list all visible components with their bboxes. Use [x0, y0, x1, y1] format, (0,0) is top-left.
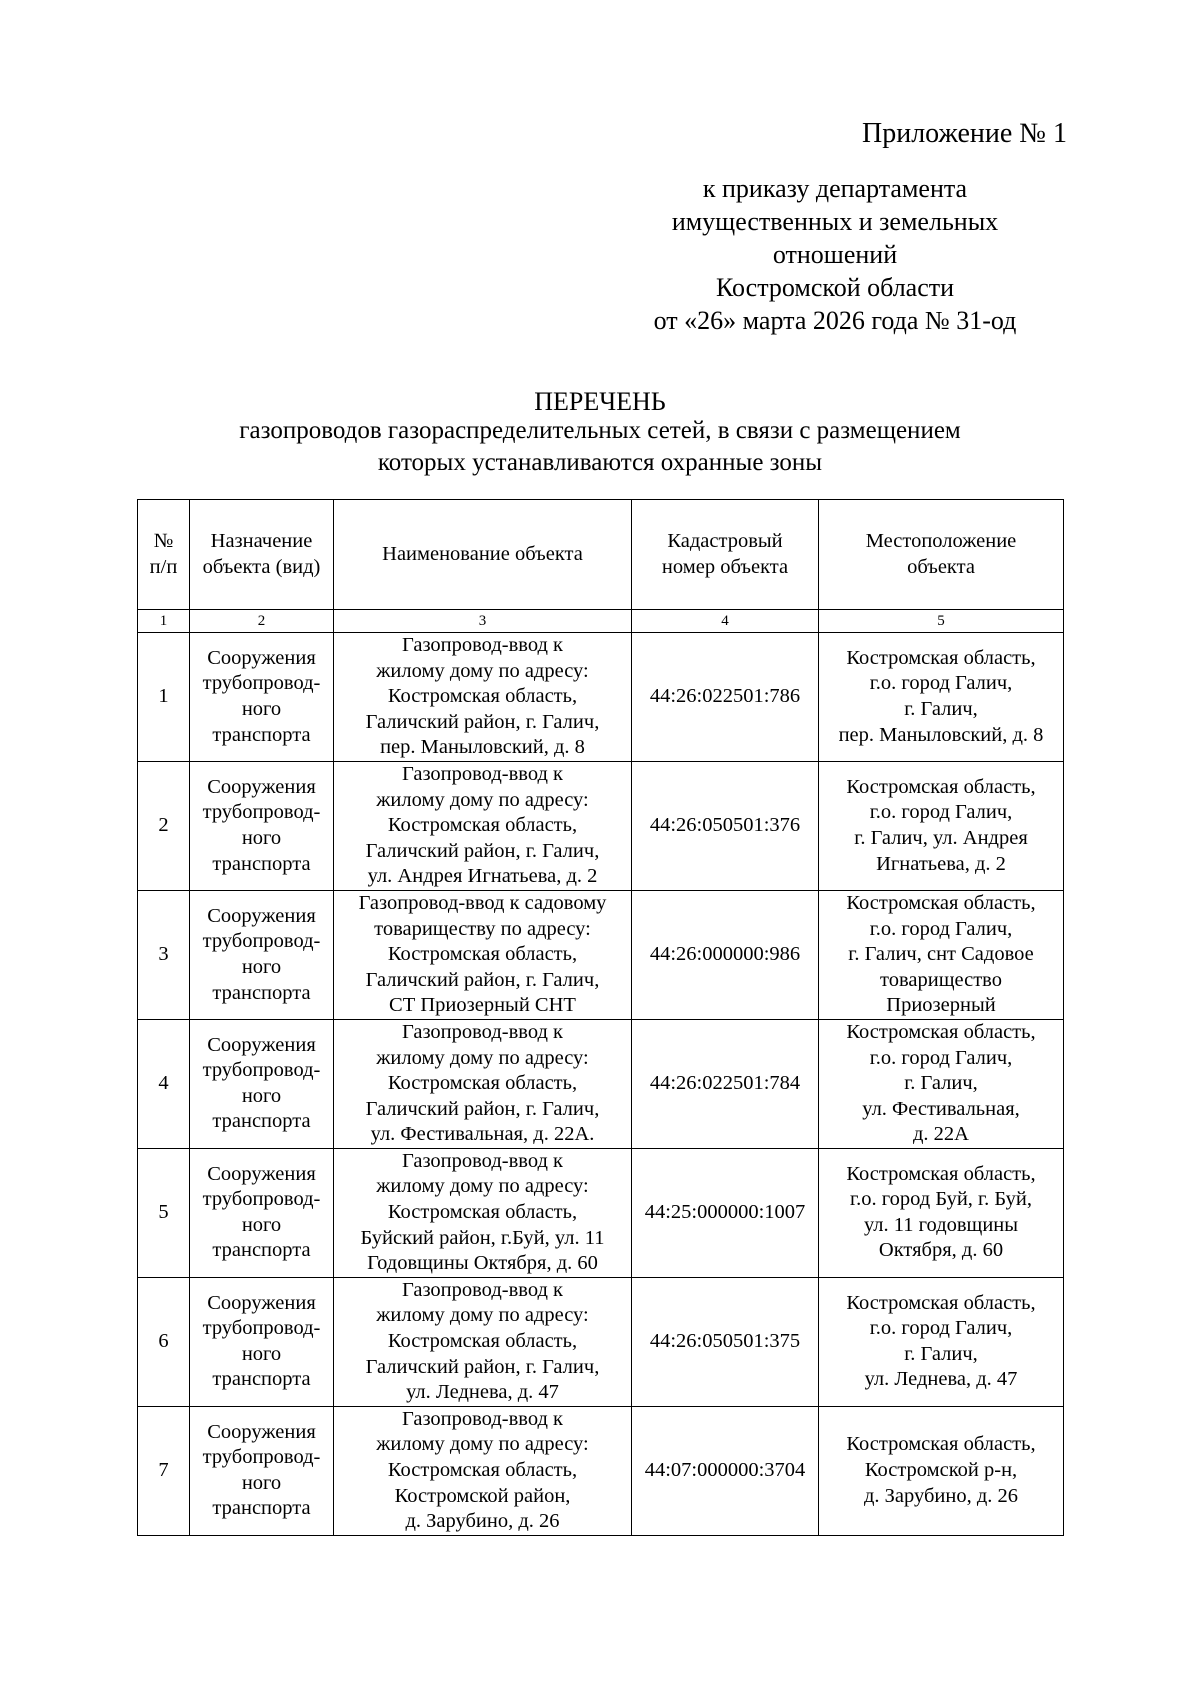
- object-name-cell-line: Газопровод-ввод к: [402, 1407, 563, 1430]
- purpose-cell-line: Сооружения: [207, 775, 316, 798]
- object-name-cell-line: Костромская область,: [387, 685, 578, 708]
- location-cell-line: товарищество: [880, 968, 1002, 991]
- table-row: [138, 1406, 1064, 1535]
- location-cell-line: г. Галич,: [904, 697, 978, 720]
- location-cell-line: Приозерный: [886, 994, 996, 1017]
- appendix-title: Приложение № 1: [862, 118, 1067, 149]
- order-reference-line: отношений: [772, 240, 898, 269]
- object-name-cell-line: СТ Приозерный СНТ: [389, 994, 576, 1017]
- location-cell-line: г. Галич, ул. Андрея: [854, 826, 1028, 849]
- location-cell: [819, 1277, 1064, 1406]
- table-row: [138, 1148, 1064, 1277]
- purpose-cell-line: транспорта: [212, 1110, 311, 1133]
- purpose-cell-line: Сооружения: [207, 1420, 316, 1443]
- purpose-cell-line: трубопровод-: [202, 1446, 321, 1469]
- column-number: 3: [334, 610, 632, 633]
- location-cell-line: Костромская область,: [846, 1433, 1036, 1456]
- object-name-cell-line: жилому дому по адресу:: [376, 1433, 589, 1456]
- location-cell-line: г.о. город Галич,: [869, 917, 1013, 940]
- location-cell-line: Игнатьева, д. 2: [876, 852, 1006, 875]
- object-name-cell-line: товариществу по адресу:: [374, 917, 591, 940]
- purpose-cell-line: ного: [241, 1213, 282, 1236]
- purpose-cell-line: Сооружения: [207, 1162, 316, 1185]
- purpose-cell-line: трубопровод-: [202, 1317, 321, 1340]
- object-name-cell-line: Газопровод-ввод к: [402, 1278, 563, 1301]
- location-cell-line: г.о. город Галич,: [869, 672, 1013, 695]
- purpose-cell-line: ного: [241, 697, 282, 720]
- object-name-cell-line: ул. Фестивальная, д. 22А.: [370, 1123, 595, 1146]
- location-cell-line: г.о. город Галич,: [869, 1317, 1013, 1340]
- list-heading: ПЕРЕЧЕНЬ: [534, 387, 666, 416]
- location-cell: [819, 633, 1064, 762]
- order-reference-line: от «26» марта 2026 года № 31-од: [653, 306, 1017, 335]
- order-reference: [620, 172, 1050, 337]
- object-name-cell-line: Годовщины Октября, д. 60: [367, 1252, 598, 1275]
- object-name-cell: [334, 633, 632, 762]
- purpose-cell: [190, 890, 334, 1019]
- object-name-cell: [334, 1406, 632, 1535]
- column-number-row: [138, 610, 1064, 633]
- purpose-cell-line: транспорта: [212, 981, 311, 1004]
- location-cell-line: Костромской р-н,: [864, 1459, 1018, 1481]
- location-cell-line: Костромская область,: [846, 646, 1036, 669]
- table-row: [138, 761, 1064, 890]
- purpose-cell-line: транспорта: [212, 1368, 311, 1391]
- order-reference-line: к приказу департамента: [702, 174, 968, 203]
- location-cell-line: д. Зарубино, д. 26: [863, 1484, 1019, 1507]
- purpose-cell: [190, 633, 334, 762]
- object-name-cell-line: Газопровод-ввод к: [402, 1020, 563, 1043]
- purpose-cell-line: трубопровод-: [202, 1059, 321, 1082]
- object-name-cell-line: ул. Леднева, д. 47: [406, 1381, 559, 1404]
- header-cadastral-number: Кадастровый номер объекта: [632, 500, 819, 610]
- location-cell-line: г. Галич, снт Садовое: [848, 943, 1034, 966]
- header-location: Местоположение объекта: [819, 500, 1064, 610]
- purpose-cell-line: трубопровод-: [202, 672, 321, 695]
- column-number: 1: [138, 610, 190, 633]
- purpose-cell-line: трубопровод-: [202, 1188, 321, 1211]
- location-cell-line: пер. Маныловский, д. 8: [838, 723, 1044, 746]
- object-name-cell-line: Костромская область,: [387, 1459, 578, 1481]
- object-name-cell: [334, 1019, 632, 1148]
- object-name-cell-line: Костромская область,: [387, 1330, 578, 1353]
- object-name-cell-line: Костромской район,: [394, 1484, 571, 1507]
- location-cell-line: Костромская область,: [846, 775, 1036, 798]
- object-name-cell: [334, 1277, 632, 1406]
- table-row: [138, 633, 1064, 762]
- row-number-cell: 6: [138, 1277, 190, 1406]
- table-row: [138, 1277, 1064, 1406]
- cadastral-number-cell: 44:07:000000:3704: [632, 1406, 819, 1535]
- object-name-cell: [334, 1148, 632, 1277]
- object-name-cell-line: Газопровод-ввод к: [402, 634, 563, 656]
- purpose-cell-line: Сооружения: [207, 1291, 316, 1314]
- order-reference-line: имущественных и земельных: [671, 207, 999, 236]
- object-name-cell-line: Газопровод-ввод к садовому: [358, 891, 607, 914]
- object-name-cell-line: Галичский район, г. Галич,: [365, 1097, 600, 1120]
- location-cell-line: г.о. город Галич,: [869, 1046, 1013, 1069]
- cadastral-number-cell: 44:26:050501:376: [632, 761, 819, 890]
- table-row: [138, 890, 1064, 1019]
- location-cell-line: г.о. город Буй, г. Буй,: [849, 1188, 1033, 1211]
- row-number-cell: 5: [138, 1148, 190, 1277]
- purpose-cell-line: ного: [241, 1342, 282, 1365]
- purpose-cell-line: Сооружения: [207, 904, 316, 927]
- object-name-cell: [334, 761, 632, 890]
- location-cell-line: ул. Леднева, д. 47: [864, 1368, 1018, 1391]
- object-name-cell-line: жилому дому по адресу:: [376, 1304, 589, 1327]
- cadastral-number-cell: 44:26:050501:375: [632, 1277, 819, 1406]
- list-subtitle-line: газопроводов газораспределительных сетей, в связи с размещением: [239, 417, 961, 444]
- object-name-cell-line: Галичский район, г. Галич,: [365, 839, 600, 862]
- row-number-cell: 4: [138, 1019, 190, 1148]
- object-name-cell-line: Газопровод-ввод к: [402, 1149, 563, 1172]
- column-number: 4: [632, 610, 819, 633]
- object-name-cell-line: Галичский район, г. Галич,: [365, 1355, 600, 1378]
- location-cell-line: ул. Фестивальная,: [862, 1097, 1020, 1120]
- object-name-cell-line: Буйский район, г.Буй, ул. 11: [360, 1226, 605, 1249]
- object-name-cell-line: Галичский район, г. Галич,: [365, 968, 600, 991]
- object-name-cell-line: жилому дому по адресу:: [376, 659, 589, 682]
- purpose-cell: [190, 761, 334, 890]
- purpose-cell: [190, 1406, 334, 1535]
- location-cell-line: Костромская область,: [846, 1291, 1036, 1314]
- header-number: № п/п: [138, 500, 190, 610]
- cadastral-number-cell: 44:26:022501:784: [632, 1019, 819, 1148]
- object-name-cell-line: Костромская область,: [387, 1072, 578, 1095]
- location-cell: [819, 1406, 1064, 1535]
- purpose-cell-line: Сооружения: [207, 1033, 316, 1056]
- row-number-cell: 7: [138, 1406, 190, 1535]
- purpose-cell: [190, 1148, 334, 1277]
- purpose-cell-line: ного: [241, 826, 282, 849]
- purpose-cell-line: ного: [241, 955, 282, 978]
- purpose-cell-line: Сооружения: [207, 646, 316, 669]
- purpose-cell-line: ного: [241, 1084, 282, 1107]
- location-cell: [819, 761, 1064, 890]
- purpose-cell: [190, 1019, 334, 1148]
- location-cell-line: Костромская область,: [846, 891, 1036, 914]
- table-row: [138, 1019, 1064, 1148]
- location-cell-line: ул. 11 годовщины: [863, 1213, 1019, 1236]
- object-name-cell-line: жилому дому по адресу:: [376, 1046, 589, 1069]
- purpose-cell-line: ного: [241, 1471, 282, 1494]
- location-cell: [819, 1019, 1064, 1148]
- object-name-cell-line: д. Зарубино, д. 26: [405, 1510, 560, 1533]
- object-name-cell-line: Костромская область,: [387, 943, 578, 966]
- cadastral-number-cell: 44:25:000000:1007: [632, 1148, 819, 1277]
- header-purpose: Назначение объекта (вид): [190, 500, 334, 610]
- location-cell-line: Октября, д. 60: [878, 1239, 1004, 1262]
- list-subtitle-line: которых устанавливаются охранные зоны: [377, 449, 823, 476]
- object-name-cell-line: Костромская область,: [387, 1201, 578, 1224]
- object-name-cell-line: ул. Андрея Игнатьева, д. 2: [367, 865, 598, 888]
- object-name-cell-line: пер. Маныловский, д. 8: [380, 736, 585, 759]
- location-cell-line: Костромская область,: [846, 1020, 1036, 1043]
- object-name-cell-line: Галичский район, г. Галич,: [365, 710, 600, 733]
- location-cell-line: д. 22А: [913, 1123, 969, 1146]
- purpose-cell: [190, 1277, 334, 1406]
- location-cell-line: г. Галич,: [904, 1342, 978, 1365]
- purpose-cell-line: трубопровод-: [202, 801, 321, 824]
- location-cell: [819, 890, 1064, 1019]
- row-number-cell: 3: [138, 890, 190, 1019]
- object-name-cell: [334, 890, 632, 1019]
- column-number: 2: [190, 610, 334, 633]
- object-name-cell-line: жилому дому по адресу:: [376, 1175, 589, 1198]
- location-cell-line: г. Галич,: [904, 1072, 978, 1095]
- row-number-cell: 2: [138, 761, 190, 890]
- cadastral-number-cell: 44:26:022501:786: [632, 633, 819, 762]
- purpose-cell-line: транспорта: [212, 852, 311, 875]
- pipeline-registry-table: [137, 499, 1064, 1536]
- purpose-cell-line: транспорта: [212, 1497, 311, 1520]
- location-cell: [819, 1148, 1064, 1277]
- purpose-cell-line: транспорта: [212, 1239, 311, 1262]
- table-header-row: [138, 500, 1064, 610]
- list-subtitle: [0, 415, 1200, 479]
- header-object-name: Наименование объекта: [334, 500, 632, 610]
- location-cell-line: Костромская область,: [846, 1162, 1036, 1185]
- cadastral-number-cell: 44:26:000000:986: [632, 890, 819, 1019]
- column-number: 5: [819, 610, 1064, 633]
- location-cell-line: г.о. город Галич,: [869, 801, 1013, 824]
- order-reference-line: Костромской области: [715, 273, 955, 302]
- purpose-cell-line: трубопровод-: [202, 930, 321, 953]
- object-name-cell-line: Костромская область,: [387, 814, 578, 837]
- object-name-cell-line: Газопровод-ввод к: [402, 762, 563, 785]
- object-name-cell-line: жилому дому по адресу:: [376, 788, 589, 811]
- purpose-cell-line: транспорта: [212, 723, 311, 746]
- row-number-cell: 1: [138, 633, 190, 762]
